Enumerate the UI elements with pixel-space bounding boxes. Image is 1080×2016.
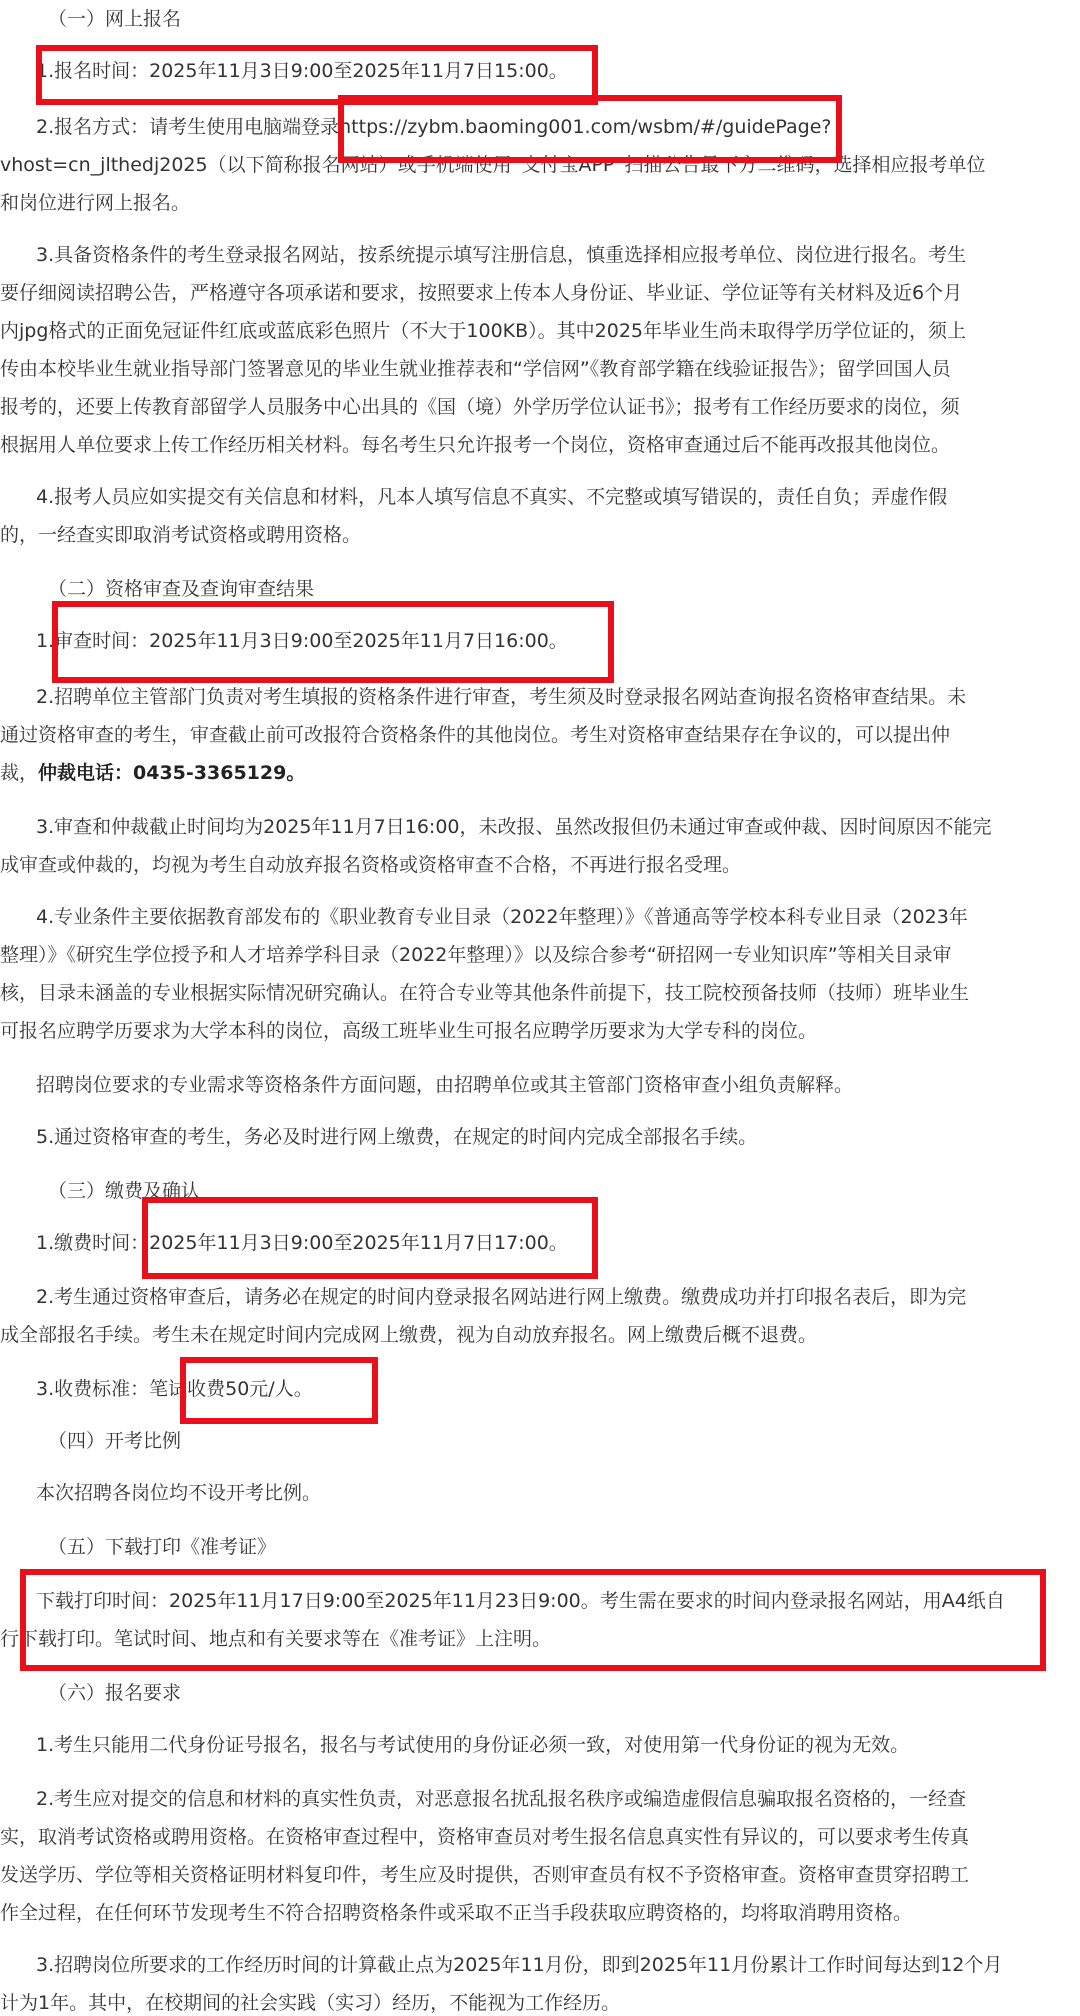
work-experience-text: 3.招聘岗位所要求的工作经历时间的计算截止点为2025年11月份，即到2025年11月份累计工作时间每达到12个月 bbox=[36, 1954, 1003, 1976]
qualification-text-cont: 报考的，还要上传教育部留学人员服务中心出具的《国（境）外学历学位认证书》；报考有工作经历要求的岗位，须 bbox=[0, 396, 960, 418]
major-conditions-text-cont: 整理）》《研究生学位授予和人才培养学科目录（2022年整理）》以及综合参考“研招网一专业知识库”等相关目录审 bbox=[0, 944, 952, 966]
registration-method-text: 2.报名方式：请考生使用电脑端登录https://zybm.baoming001.com/wsbm/#/guidePage? bbox=[36, 116, 832, 138]
major-conditions-text-cont: 可报名应聘学历要求为大学本科的岗位，高级工班毕业生可报名应聘学历要求为大学专科的岗位。 bbox=[0, 1020, 818, 1042]
ticket-download-text: 下载打印时间：2025年11月17日9:00至2025年11月23日9:00。考生需在要求的时间内登录报名网站，用A4纸自 bbox=[36, 1590, 1005, 1612]
registration-method-text-cont: vhost=cn_jlthedj2025（以下简称报名网站）或手机端使用“支付宝APP”扫描公告最下方二维码，选择相应报考单位 bbox=[0, 154, 986, 176]
authenticity-text-cont: 作全过程，在任何环节发现考生不符合招聘资格条件或采取不正当手段获取应聘资格的，均将取消聘用资格。 bbox=[0, 1902, 913, 1924]
review-process-text-cont: 通过资格审查的考生，审查截止前可改报符合资格条件的其他岗位。考生对资格审查结果存在争议的，可以提出仲 bbox=[0, 724, 951, 746]
payment-reminder-text: 5.通过资格审查的考生，务必及时进行网上缴费，在规定的时间内完成全部报名手续。 bbox=[36, 1126, 758, 1148]
review-deadline-text: 3.审查和仲裁截止时间均为2025年11月7日16:00，未改报、虽然改报但仍未通过审查或仲裁、因时间原因不能完 bbox=[36, 816, 992, 838]
highlight-box-fee bbox=[180, 1357, 378, 1424]
section-heading-requirements: （六）报名要求 bbox=[48, 1682, 182, 1704]
work-experience-text-cont: 计为1年。其中，在校期间的社会实践（实习）经历，不能视为工作经历。 bbox=[0, 1992, 621, 2014]
fee-standard-text: 3.收费标准：笔试收费50元/人。 bbox=[36, 1378, 313, 1400]
qualification-text-cont: 要仔细阅读招聘公告，严格遵守各项承诺和要求，按照要求上传本人身份证、毕业证、学位证等有关材料及近6个月 bbox=[0, 282, 963, 304]
payment-time-text: 1.缴费时间：2025年11月3日9:00至2025年11月7日17:00。 bbox=[36, 1232, 568, 1254]
honesty-text-cont: 的，一经查实即取消考试资格或聘用资格。 bbox=[0, 524, 362, 546]
review-deadline-text-cont: 成审查或仲裁的，均视为考生自动放弃报名资格或资格审查不合格，不再进行报名受理。 bbox=[0, 854, 742, 876]
registration-time-text: 1.报名时间：2025年11月3日9:00至2025年11月7日15:00。 bbox=[36, 60, 568, 82]
exam-ratio-text: 本次招聘各岗位均不设开考比例。 bbox=[36, 1482, 322, 1504]
qualification-text-cont: 根据用人单位要求上传工作经历相关材料。每名考生只允许报考一个岗位，资格审查通过后不能再改报其他岗位。 bbox=[0, 434, 951, 456]
review-time-text: 1.审查时间：2025年11月3日9:00至2025年11月7日16:00。 bbox=[36, 630, 568, 652]
major-conditions-text: 4.专业条件主要依据教育部发布的《职业教育专业目录（2022年整理）》《普通高等学校本科专业目录（2023年 bbox=[36, 906, 968, 928]
highlight-box-registration-url bbox=[338, 95, 842, 163]
honesty-text: 4.报考人员应如实提交有关信息和材料，凡本人填写信息不真实、不完整或填写错误的，责任自负；弄虚作假 bbox=[36, 486, 948, 508]
id-card-requirement-text: 1.考生只能用二代身份证号报名，报名与考试使用的身份证必须一致，对使用第一代身份证的视为无效。 bbox=[36, 1734, 910, 1756]
section-heading-admission-ticket: （五）下载打印《准考证》 bbox=[48, 1536, 277, 1558]
authenticity-text-cont: 实，取消考试资格或聘用资格。在资格审查过程中，资格审查员对考生报名信息真实性有异议的，可以要求考生传真 bbox=[0, 1826, 970, 1848]
payment-process-text-cont: 成全部报名手续。考生未在规定时间内完成网上缴费，视为自动放弃报名。网上缴费后概不退费。 bbox=[0, 1324, 818, 1346]
qualification-text: 3.具备资格条件的考生登录报名网站，按系统提示填写注册信息，慎重选择相应报考单位、岗位进行报名。考生 bbox=[36, 244, 967, 266]
highlight-box-payment-time bbox=[142, 1197, 598, 1279]
registration-method-text-cont: 和岗位进行网上报名。 bbox=[0, 192, 191, 214]
ticket-download-text-cont: 行下载打印。笔试时间、地点和有关要求等在《准考证》上注明。 bbox=[0, 1628, 552, 1650]
highlight-box-review-time bbox=[52, 601, 614, 683]
section-heading-online-registration: （一）网上报名 bbox=[48, 8, 182, 30]
major-conditions-text-cont: 核，目录未涵盖的专业根据实际情况研究确认。在符合专业等其他条件前提下，技工院校预备技师（技师）班毕业生 bbox=[0, 982, 970, 1004]
section-heading-exam-ratio: （四）开考比例 bbox=[48, 1430, 182, 1452]
review-process-text-cont bbox=[0, 760, 305, 786]
review-process-text: 2.招聘单位主管部门负责对考生填报的资格条件进行审查，考生须及时登录报名网站查询报名资格审查结果。未 bbox=[36, 686, 967, 708]
interpretation-text: 招聘岗位要求的专业需求等资格条件方面问题，由招聘单位或其主管部门资格审查小组负责解释。 bbox=[36, 1074, 854, 1096]
qualification-text-cont: 传由本校毕业生就业指导部门签署意见的毕业生就业推荐表和“学信网”《教育部学籍在线验证报告》；留学回国人员 bbox=[0, 358, 951, 380]
payment-process-text: 2.考生通过资格审查后，请务必在规定的时间内登录报名网站进行网上缴费。缴费成功并打印报名表后，即为完 bbox=[36, 1286, 967, 1308]
authenticity-text: 2.考生应对提交的信息和材料的真实性负责，对恶意报名扰乱报名秩序或编造虚假信息骗取报名资格的，一经查 bbox=[36, 1788, 967, 1810]
highlight-box-ticket-download bbox=[20, 1569, 1046, 1671]
qualification-text-cont: 内jpg格式的正面免冠证件红底或蓝底彩色照片（不大于100KB）。其中2025年毕业生尚未取得学历学位证的，须上 bbox=[0, 320, 967, 342]
review-process-text-prefix: 裁， bbox=[0, 762, 39, 784]
section-heading-payment: （三）缴费及确认 bbox=[48, 1180, 201, 1202]
arbitration-phone: 仲裁电话：0435-3365129。 bbox=[38, 762, 306, 784]
section-heading-qualification-review: （二）资格审查及查询审查结果 bbox=[48, 578, 315, 600]
authenticity-text-cont: 发送学历、学位等相关资格证明材料复印件，考生应及时提供，否则审查员有权不予资格审查。资格审查贯穿招聘工 bbox=[0, 1864, 970, 1886]
